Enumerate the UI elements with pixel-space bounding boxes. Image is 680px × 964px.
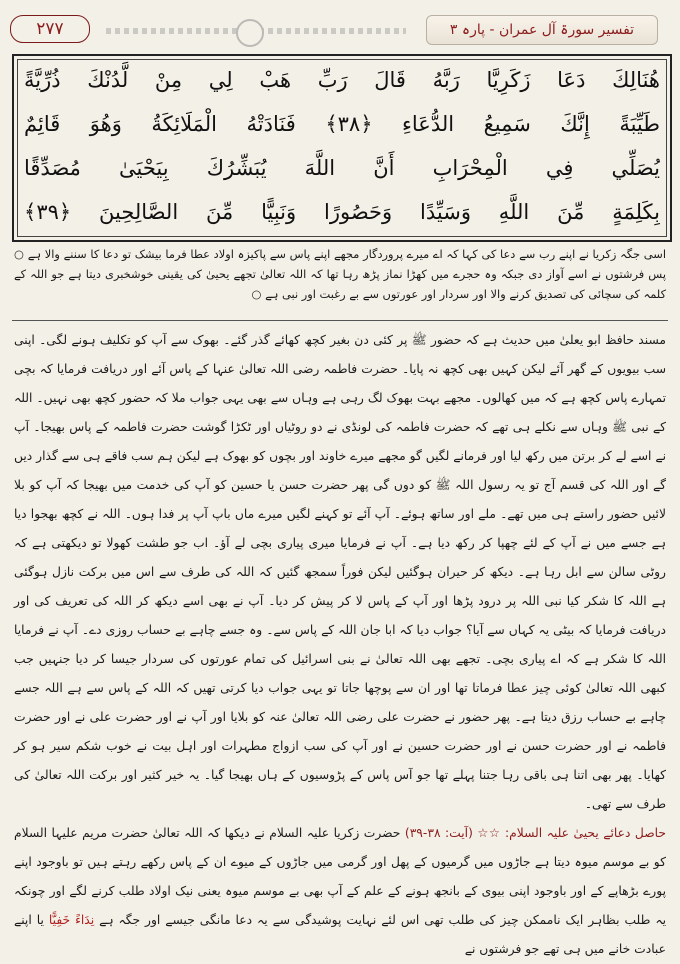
page-header xyxy=(10,10,670,50)
quran-quote: نِدَاءً خَفِيًّا xyxy=(48,913,95,927)
verse-line: طَيِّبَةً إِنَّكَ سَمِيعُ الدُّعَاءِ ﴿٣٨﴾ فَنَادَتْهُ الْمَلَائِكَةُ وَهُوَ قَائِمٌ xyxy=(24,112,660,136)
paragraph: مسند حافظ ابو یعلیٰ میں حدیث ہے کہ حضور ﷺ پر کئی دن بغیر کچھ کھائے گذر گئے۔ بھوک سے آپ کو تکلیف ہونے لگی۔ اپنی سب بیویوں کے گھر آئے لیکن کہیں بھی کچھ نہ پایا۔ حضرت فاطمہ رضی اللہ تعالیٰ عنہا کے پاس آئے اور دریافت فرمایا کہ بچی تمہارے پاس کچھ ہے کہ میں کھالوں۔ مجھے بہت بھوک لگ رہی ہے وہاں سے بھی یہی جواب ملا کہ حضور کچھ بھی نہیں۔ اللہ کے نبی ﷺ وہاں سے نکلے ہی تھے کہ حضرت فاطمہ کی لونڈی نے دو روٹیاں اور ٹکڑا گوشت حضرت فاطمہ کے پاس بھیجا۔ آپ نے اسے لے کر برتن میں رکھ لیا اور فرمانے لگیں گو مجھے میرے خاوند اور بچوں کو بھوک ہے لیکن ہم سب فاقے ہی سے گذار دیں گے اور اللہ کی قسم آج تو یہ رسول اللہ ﷺ کو دوں گی پھر حضرت حسن یا حسین کو آپ کی خدمت میں بھیجا کہ آپ کو بلا لائیں حضور راستے ہی میں تھے۔ ملے اور ساتھ ہوئے۔ آپ آئے تو کہنے لگیں میرے ماں باپ آپ پر فدا ہوں۔ اللہ نے کچھ بھجوا دیا ہے جسے میں نے آپ کے لئے چھپا کر رکھ دیا ہے۔ آپ نے فرمایا میری پیاری بچی لے آؤ۔ اب جو طشت کھولا تو دیکھتی ہے کہ روٹی سالن سے ابل رہا ہے۔ دیکھ کر حیران ہوگئیں لیکن فوراً سمجھ گئیں کہ اللہ کی طرف سے اس میں برکت نازل ہوگئی ہے اللہ کا شکر کیا نبی اللہ پر درود پڑھا اور آپ کے پاس لا کر پیش کر دیا۔ آپ نے بھی اسے دیکھ کر اللہ کی تعریف کی اور دریافت فرمایا کہ بیٹی یہ کہاں سے آیا؟ جواب دیا کہ ابا جان اللہ کے پاس سے۔ وہ جسے چاہے بے حساب روزی دے۔ آپ نے فرمایا اللہ کا شکر ہے کہ اے پیاری بچی۔ تجھے بھی اللہ تعالیٰ نے بنی اسرائیل کی تمام عورتوں کی سردار جیسا کر دیا جنہیں جب کبھی اللہ تعالیٰ کوئی چیز عطا فرماتا تھا اور ان سے پوچھا جاتا تو یہی جواب دیا کرتی تھیں کہ اللہ کے پاس سے ہے اللہ جسے چاہے بے حساب رزق دیتا ہے۔ پھر حضور نے حضرت علی رضی اللہ تعالیٰ عنہ کو بلایا اور آپ نے اور حضرت علی نے اور حضرت فاطمہ نے اور حضرت حسن نے اور حضرت حسین نے اور آپ کی سب ازواج مطہرات اور اہل بیت نے خوب شکم سیر ہو کر کھایا۔ پھر بھی اتنا ہی باقی رہا جتنا پہلے تھا جو آس پاس کے پڑوسیوں کے ہاں بھیجا گیا۔ یہ خیر کثیر اور برکت اللہ تعالیٰ کی طرف سے تھی۔ xyxy=(14,333,666,811)
quran-verse-box xyxy=(12,54,672,242)
header-ornament xyxy=(106,28,406,34)
verse-line: هُنَالِكَ دَعَا زَكَرِيَّا رَبَّهُ قَالَ رَبِّ هَبْ لِي مِنْ لَّدُنْكَ ذُرِّيَّةً xyxy=(24,68,660,92)
paragraph xyxy=(14,819,666,964)
page-number: ٢٧٧ xyxy=(10,15,90,43)
tafsir-body xyxy=(14,326,666,964)
paragraph-text: حضرت زکریا علیہ السلام نے دیکھا کہ اللہ تعالیٰ حضرت مریم علیہا السلام کو بے موسم میوہ دیتا ہے جاڑوں میں گرمیوں کے پھل اور گرمی میں جاڑوں کے میوے ان کے پاس رکھے رہتے ہیں تو باوجود اپنے پورے بڑھاپے کے اور باوجود اپنی بیوی کے بانجھ ہونے کے علم کے آپ بھی بے موسم میوہ یعنی نیک اولاد طلب کرنے لگے اور چونکہ یہ طلب بظاہر ایک ناممکن چیز کی طلب تھی اس لئے نہایت پوشیدگی سے یہ دعا مانگی جیسے اور جگہ ہے xyxy=(14,826,666,927)
paragraph-text: یا اپنے عبادت خانے میں ہی تھے جو فرشتوں نے xyxy=(14,913,666,956)
star-marks: ☆☆ xyxy=(477,826,501,840)
verse-translation: اسی جگہ زکریا نے اپنے رب سے دعا کی کہا کہ اے میرے پروردگار مجھے اپنے پاس سے پاکیزہ اولاد عطا فرما بیشک تو دعا کا سننے والا ہے ○ پس فرشتوں نے اسے آواز دی جبکہ وہ حجرے میں کھڑا نماز پڑھ رہا تھا کہ اللہ تعالیٰ تجھے یحییٰ کی یقینی خوشخبری دیتا ہے جو اللہ کے کلمہ کی سچائی کی تصدیق کرنے والا اور سردار اور عورتوں سے بے رغبت اور نبی ہے ○ xyxy=(14,247,666,301)
running-title: تفسیر سورۃ آل عمران - پارہ ۳ xyxy=(426,15,658,45)
divider xyxy=(12,320,668,321)
section-heading: حاصل دعائے یحییٰ علیہ السلام: xyxy=(504,826,666,840)
ayah-reference: (آیت: ۳۸-۳۹) xyxy=(404,826,473,840)
verse-line: بِكَلِمَةٍ مِّنَ اللَّهِ وَسَيِّدًا وَحَصُورًا وَنَبِيًّا مِّنَ الصَّالِحِينَ ﴿٣٩﴾ xyxy=(24,200,660,224)
verse-line: يُصَلِّي فِي الْمِحْرَابِ أَنَّ اللَّهَ يُبَشِّرُكَ بِيَحْيَىٰ مُصَدِّقًا xyxy=(24,156,660,180)
